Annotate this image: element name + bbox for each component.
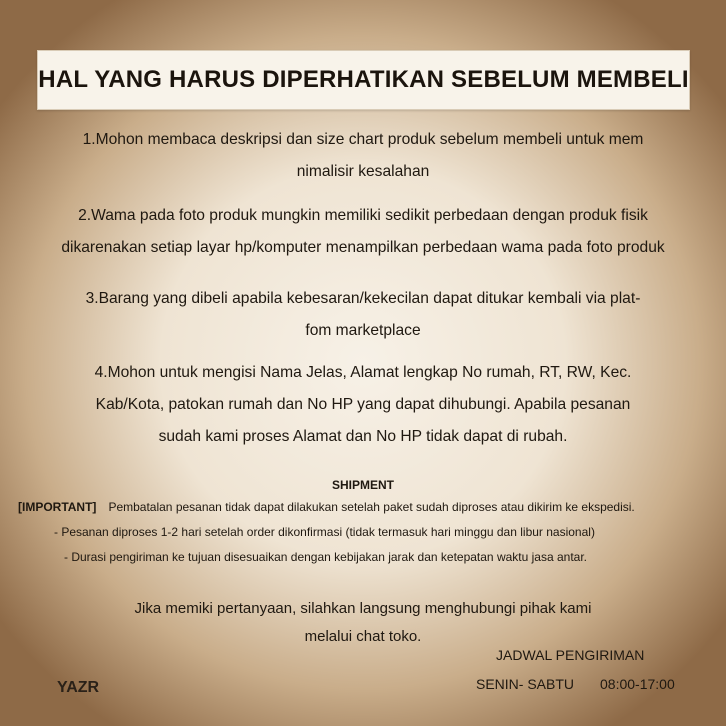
point-1-line-2: nimalisir kesalahan bbox=[296, 163, 430, 180]
important-label: [IMPORTANT] bbox=[18, 500, 97, 514]
point-3 bbox=[20, 283, 706, 347]
closing-line-2: melalui chat toko. bbox=[304, 628, 422, 645]
point-4-line-3: sudah kami proses Alamat dan No HP tidak dapat di rubah. bbox=[158, 428, 568, 445]
schedule-hours: 08:00-17:00 bbox=[600, 676, 675, 692]
brand-logo-text: YAZR bbox=[57, 679, 100, 696]
shipment-important bbox=[18, 500, 635, 514]
shipment-line-2: - Pesanan diproses 1-2 hari setelah order dikonfirmasi (tidak termasuk hari minggu dan libur nasional) bbox=[54, 525, 595, 539]
closing-line-1: Jika memiki pertanyaan, silahkan langsung menghubungi pihak kami bbox=[134, 600, 592, 617]
schedule-days: SENIN- SABTU bbox=[476, 676, 575, 692]
closing-note bbox=[0, 595, 726, 651]
important-text: Pembatalan pesanan tidak dapat dilakukan setelah paket sudah diproses atau dikirim ke ekspedisi. bbox=[108, 500, 635, 514]
point-2-line-1: 2.Wama pada foto produk mungkin memiliki sedikit perbedaan dengan produk fisik bbox=[78, 207, 648, 224]
point-4 bbox=[20, 357, 706, 453]
point-2 bbox=[20, 200, 706, 264]
point-4-line-2: Kab/Kota, patokan rumah dan No HP yang dapat dihubungi. Apabila pesanan bbox=[95, 396, 631, 413]
shipment-title: SHIPMENT bbox=[331, 478, 394, 492]
shipment-line-3: - Durasi pengiriman ke tujuan disesuaikan dengan kebijakan jarak dan ketepatan waktu jasa antar. bbox=[64, 550, 587, 564]
schedule-line bbox=[476, 676, 675, 692]
point-1 bbox=[20, 124, 706, 188]
point-3-line-2: fom marketplace bbox=[305, 322, 421, 339]
schedule-title: JADWAL PENGIRIMAN bbox=[496, 647, 645, 663]
title-banner bbox=[37, 50, 690, 110]
point-1-line-1: 1.Mohon membaca deskripsi dan size chart produk sebelum membeli untuk mem bbox=[82, 131, 644, 148]
page-title: HAL YANG HARUS DIPERHATIKAN SEBELUM MEMBELI bbox=[38, 66, 689, 93]
point-3-line-1: 3.Barang yang dibeli apabila kebesaran/kekecilan dapat ditukar kembali via plat- bbox=[85, 290, 641, 307]
point-2-line-2: dikarenakan setiap layar hp/komputer menampilkan perbedaan wama pada foto produk bbox=[61, 239, 665, 256]
point-4-line-1: 4.Mohon untuk mengisi Nama Jelas, Alamat lengkap No rumah, RT, RW, Kec. bbox=[94, 364, 632, 381]
